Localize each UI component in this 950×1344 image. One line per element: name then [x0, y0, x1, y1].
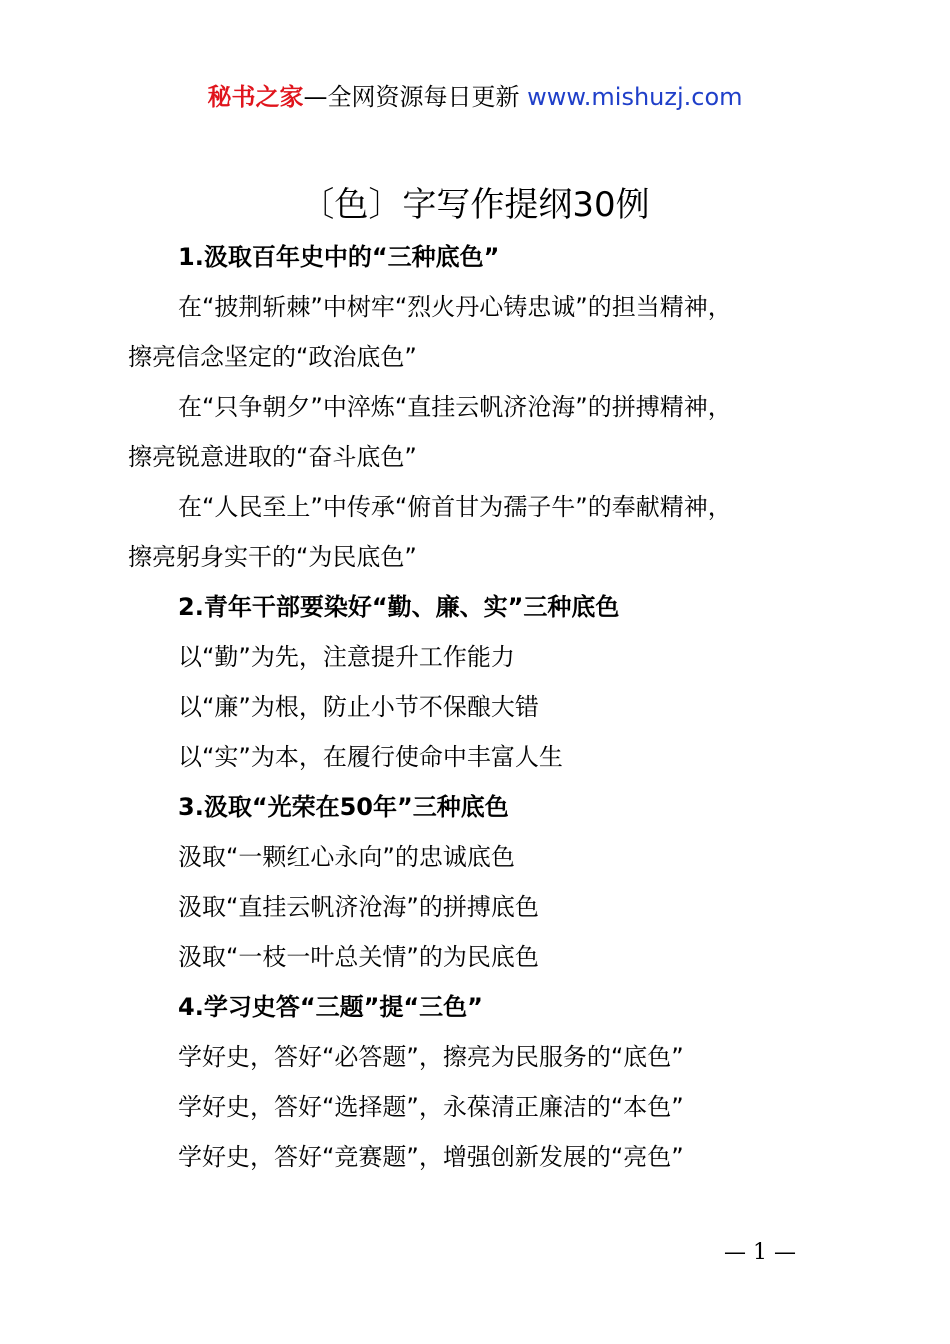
paragraph-line: 以“廉”为根，防止小节不保酿大错: [178, 693, 539, 721]
document-title: 〔色〕字写作提纲30例: [300, 185, 650, 225]
site-header: [0, 80, 950, 114]
paragraph-line: 擦亮锐意进取的“奋斗底色”: [128, 443, 417, 471]
paragraph-line: 擦亮躬身实干的“为民底色”: [128, 543, 417, 571]
section-heading: 2.青年干部要染好“勤、廉、实”三种底色: [178, 593, 620, 621]
site-tagline: —全网资源每日更新: [303, 83, 528, 111]
paragraph-line: 以“勤”为先，注意提升工作能力: [178, 643, 515, 671]
paragraph-line: 汲取“直挂云帆济沧海”的拼搏底色: [178, 893, 539, 921]
paragraph-line: 学好史，答好“必答题”，擦亮为民服务的“底色”: [178, 1043, 684, 1071]
section-heading: 3.汲取“光荣在50年”三种底色: [178, 793, 509, 821]
paragraph-line: 学好史，答好“竞赛题”，增强创新发展的“亮色”: [178, 1143, 684, 1171]
section-heading: 1.汲取百年史中的“三种底色”: [178, 243, 500, 271]
paragraph-line: 在“人民至上”中传承“俯首甘为孺子牛”的奉献精神，: [178, 493, 732, 521]
paragraph-line: 汲取“一颗红心永向”的忠诚底色: [178, 843, 515, 871]
section-heading: 4.学习史答“三题”提“三色”: [178, 993, 483, 1021]
paragraph-line: 以“实”为本，在履行使命中丰富人生: [178, 743, 563, 771]
site-url-link[interactable]: www.mishuzj.com: [527, 83, 743, 111]
paragraph-line: 汲取“一枝一叶总关情”的为民底色: [178, 943, 539, 971]
paragraph-line: 擦亮信念坚定的“政治底色”: [128, 343, 417, 371]
paragraph-line: 学好史，答好“选择题”，永葆清正廉洁的“本色”: [178, 1093, 684, 1121]
page-number: — 1 —: [724, 1240, 796, 1265]
paragraph-line: 在“披荆斩棘”中树牢“烈火丹心铸忠诚”的担当精神，: [178, 293, 732, 321]
site-name: 秘书之家: [207, 83, 304, 111]
paragraph-line: 在“只争朝夕”中淬炼“直挂云帆济沧海”的拼搏精神，: [178, 393, 732, 421]
document-body: [128, 232, 828, 1182]
